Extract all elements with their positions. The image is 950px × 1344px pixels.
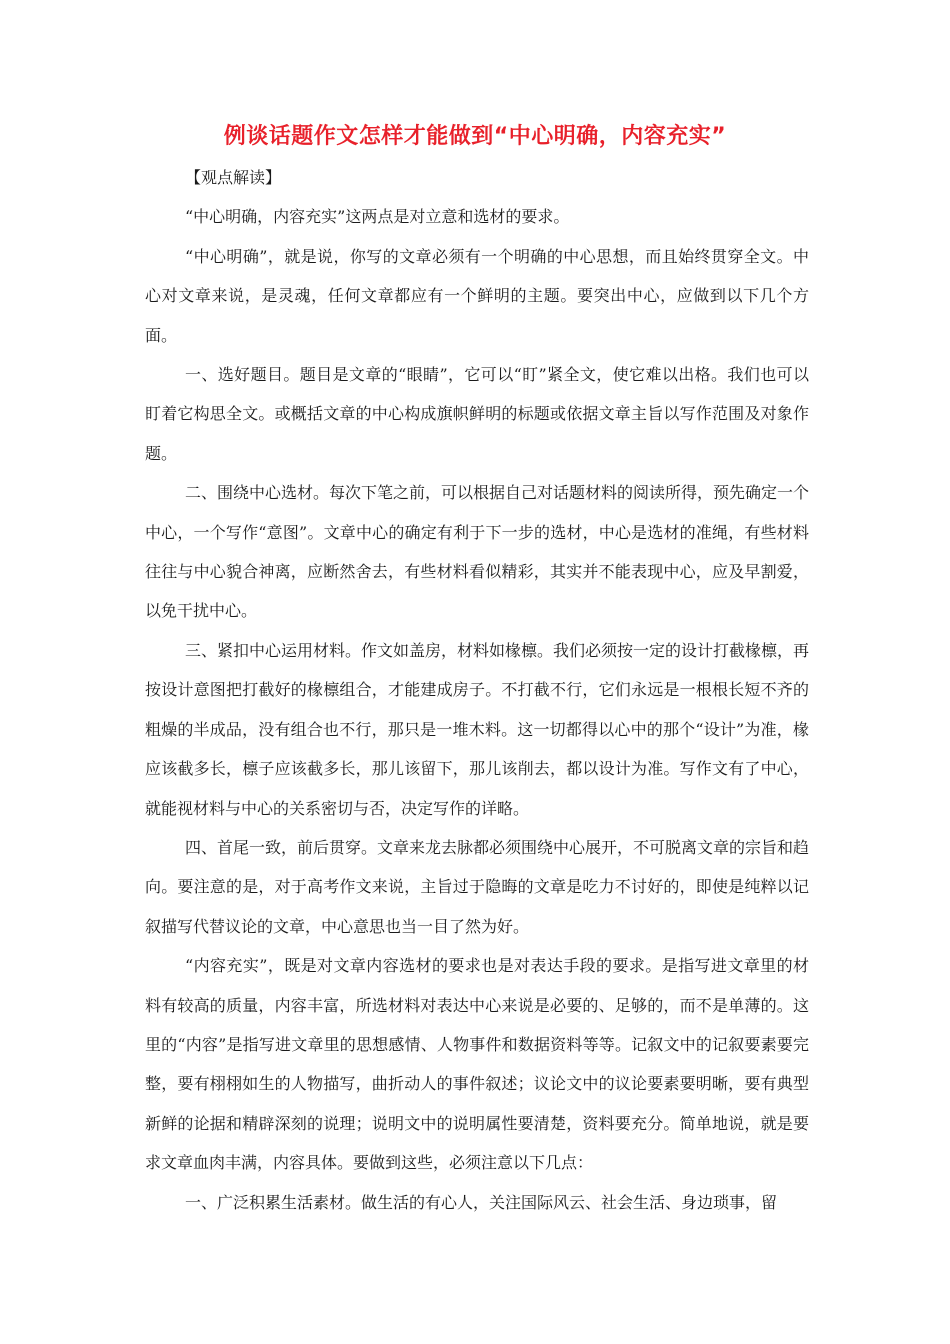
paragraph-intro: “中心明确，内容充实”这两点是对立意和选材的要求。 <box>185 207 570 227</box>
document-body <box>145 158 809 1222</box>
paragraph-point-1: 一、选好题目。题目是文章的“眼睛”，它可以“盯”紧全文，使它难以出格。我们也可以盯着它构思全文。或概括文章的中心构成旗帜鲜明的标题或依据文章主旨以写作范围及对象作题。 <box>145 365 809 463</box>
paragraph-point-2: 二、围绕中心选材。每次下笔之前，可以根据自己对话题材料的阅读所得，预先确定一个中心，一个写作“意图”。文章中心的确定有利于下一步的选材，中心是选材的准绳，有些材料往往与中心貌合神离，应断然舍去，有些材料看似精彩，其实并不能表现中心，应及早割爱，以免干扰中心。 <box>145 483 810 621</box>
section-label: 【观点解读】 <box>185 168 282 187</box>
paragraph-content-definition: “内容充实”，既是对文章内容选材的要求也是对表达手段的要求。是指写进文章里的材料有较高的质量，内容丰富，所选材料对表达中心来说是必要的、足够的，而不是单薄的。这里的“内容”是指写进文章里的思想感情、人物事件和数据资料等等。记叙文中的记叙要素要完整，要有栩栩如生的人物描写，曲折动人的事件叙述；议论文中的议论要素要明晰，要有典型新鲜的论据和精辟深刻的说理；说明文中的说明属性要清楚，资料要充分。简单地说，就是要求文章血肉丰满，内容具体。要做到这些，必须注意以下几点： <box>145 956 809 1173</box>
document-title: 例谈话题作文怎样才能做到“中心明确，内容充实” <box>223 124 727 149</box>
paragraph-content-point-1: 一、广泛积累生活素材。做生活的有心人，关注国际风云、社会生活、身边琐事，留 <box>185 1192 778 1212</box>
paragraph-point-3: 三、紧扣中心运用材料。作文如盖房，材料如椽檩。我们必须按一定的设计打截椽檩，再按设计意图把打截好的椽檩组合，才能建成房子。不打截不行，它们永远是一根根长短不齐的粗燥的半成品，没有组合也不行，那只是一堆木料。这一切都得以心中的那个“设计”为准，椽应该截多长，檩子应该截多长，那儿该留下，那儿该削去，都以设计为准。写作文有了中心，就能视材料与中心的关系密切与否，决定写作的详略。 <box>145 640 810 818</box>
paragraph-center-definition: “中心明确”，就是说，你写的文章必须有一个明确的中心思想，而且始终贯穿全文。中心对文章来说，是灵魂，任何文章都应有一个鲜明的主题。要突出中心，应做到以下几个方面。 <box>145 246 809 345</box>
paragraph-point-4: 四、首尾一致，前后贯穿。文章来龙去脉都必须围绕中心展开，不可脱离文章的宗旨和趋向。要注意的是，对于高考作文来说，主旨过于隐晦的文章是吃力不讨好的，即使是纯粹以记叙描写代替议论的文章，中心意思也当一目了然为好。 <box>145 837 810 936</box>
